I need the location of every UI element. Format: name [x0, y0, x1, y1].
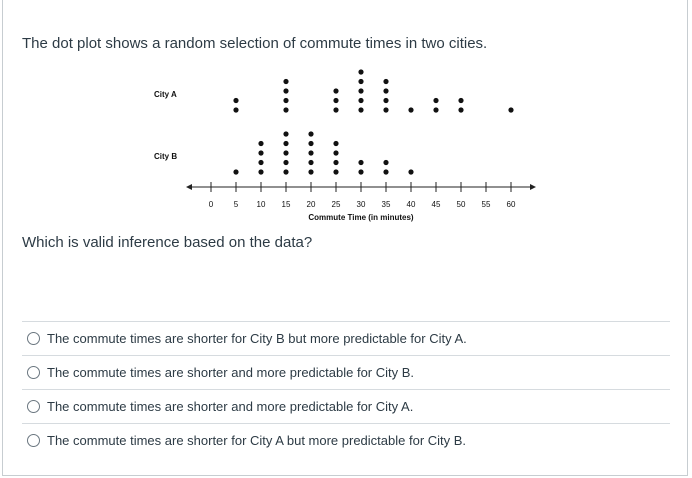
x-tick-label: 35: [381, 200, 391, 209]
data-dot: [408, 107, 413, 112]
data-dot: [333, 150, 338, 155]
data-dot: [283, 88, 288, 93]
answer-label: The commute times are shorter and more predictable for City B.: [47, 365, 415, 380]
answer-label: The commute times are shorter and more predictable for City A.: [47, 399, 414, 414]
x-tick-label: 15: [281, 200, 291, 209]
x-tick-label: 25: [331, 200, 341, 209]
axis-arrow-right-icon: [530, 184, 536, 190]
data-dot: [333, 160, 338, 165]
answer-choice-3[interactable]: [22, 389, 670, 423]
data-dot: [358, 160, 363, 165]
data-dot: [333, 98, 338, 103]
radio-button-icon[interactable]: [27, 434, 40, 447]
data-dot: [283, 160, 288, 165]
x-tick-label: 5: [233, 200, 239, 209]
data-dot: [358, 79, 363, 84]
data-dot: [333, 107, 338, 112]
answer-choice-4[interactable]: [22, 423, 670, 457]
data-dot: [283, 131, 288, 136]
data-dot: [458, 98, 463, 103]
data-dot: [383, 88, 388, 93]
radio-button-icon[interactable]: [27, 400, 40, 413]
data-dot: [383, 160, 388, 165]
data-dot: [383, 107, 388, 112]
answer-label: The commute times are shorter for City B but more predictable for City A.: [47, 331, 467, 346]
x-tick-label: 45: [431, 200, 441, 209]
data-dot: [283, 169, 288, 174]
x-tick-label: 30: [356, 200, 366, 209]
x-tick-label: 0: [208, 200, 214, 209]
data-dot: [358, 107, 363, 112]
data-dot: [333, 141, 338, 146]
x-axis-title: Commute Time (in minutes): [308, 213, 414, 222]
data-dot: [283, 150, 288, 155]
answer-choices: [22, 321, 670, 457]
answer-choice-2[interactable]: [22, 355, 670, 389]
axis-arrow-left-icon: [186, 184, 192, 190]
data-dot: [358, 69, 363, 74]
data-dot: [283, 98, 288, 103]
data-dot: [283, 107, 288, 112]
data-dot: [333, 169, 338, 174]
data-dot: [358, 169, 363, 174]
data-dot: [433, 107, 438, 112]
data-dot: [283, 79, 288, 84]
data-dot: [233, 107, 238, 112]
data-dot: [333, 88, 338, 93]
data-dot: [258, 169, 263, 174]
answer-choice-1[interactable]: [22, 321, 670, 355]
x-tick-label: 20: [306, 200, 316, 209]
data-dot: [308, 150, 313, 155]
x-tick-label: 60: [506, 200, 516, 209]
data-dot: [233, 169, 238, 174]
x-tick-label: 50: [456, 200, 466, 209]
question-prompt: The dot plot shows a random selection of commute times in two cities.: [22, 35, 488, 52]
data-dot: [308, 169, 313, 174]
data-dot: [383, 98, 388, 103]
series-label: City A: [154, 90, 177, 99]
answer-label: The commute times are shorter for City A but more predictable for City B.: [47, 433, 467, 448]
question-text: Which is valid inference based on the data?: [22, 234, 313, 251]
data-dot: [383, 79, 388, 84]
data-dot: [383, 169, 388, 174]
radio-button-icon[interactable]: [27, 332, 40, 345]
data-dot: [308, 131, 313, 136]
data-dot: [433, 98, 438, 103]
data-dot: [358, 88, 363, 93]
data-dot: [233, 98, 238, 103]
data-dot: [258, 141, 263, 146]
x-tick-label: 55: [481, 200, 491, 209]
data-dot: [258, 160, 263, 165]
data-dot: [258, 150, 263, 155]
x-tick-label: 40: [406, 200, 416, 209]
data-dot: [358, 98, 363, 103]
data-dot: [283, 141, 288, 146]
radio-button-icon[interactable]: [27, 366, 40, 379]
data-dot: [308, 141, 313, 146]
data-dot: [508, 107, 513, 112]
x-tick-label: 10: [256, 200, 266, 209]
series-label: City B: [154, 152, 178, 161]
data-dot: [308, 160, 313, 165]
data-dot: [458, 107, 463, 112]
dot-plot-chart: [140, 62, 560, 228]
data-dot: [408, 169, 413, 174]
